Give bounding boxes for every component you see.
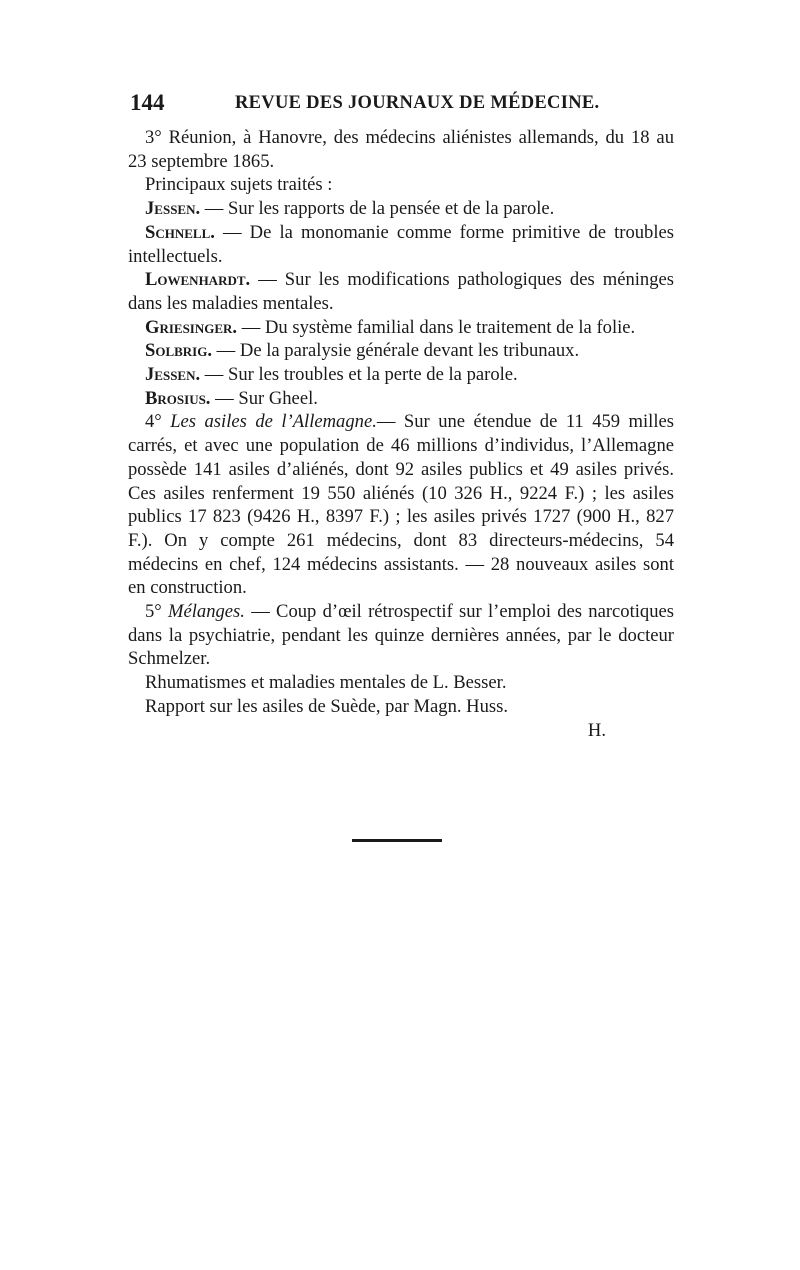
section-number: 4° <box>145 411 171 433</box>
item-author: Griesinger. <box>145 316 238 338</box>
item-text: — De la monomanie comme forme primitive de troubles intellectuels. <box>128 221 674 267</box>
subjects-heading: Principaux sujets traités : <box>145 174 333 196</box>
section-5-paragraph <box>128 600 674 671</box>
list-item <box>128 339 674 363</box>
list-item <box>128 316 674 340</box>
section-number: 5° <box>145 601 168 623</box>
page-header <box>128 90 674 120</box>
running-title: REVUE DES JOURNAUX DE MÉDECINE. <box>235 93 600 113</box>
section-text: — Coup d’œil rétrospectif sur l’emploi des narcotiques dans la psychiatrie, pendant les quinze dernières années, par le docteur Schmelzer. <box>128 601 674 670</box>
list-item <box>128 197 674 221</box>
section-title: Les asiles de l’Allemagne. <box>170 411 377 433</box>
closing-line: Rhumatismes et maladies mentales de L. Besser. <box>145 672 507 694</box>
item-text: — De la paralysie générale devant les tribunaux. <box>212 340 580 362</box>
item-author: Schnell. <box>145 221 215 243</box>
item-author: Jessen. <box>145 198 201 220</box>
list-item <box>128 363 674 387</box>
item-author: Solbrig. <box>145 340 213 362</box>
list-item <box>128 221 674 268</box>
article-body <box>128 126 674 742</box>
section-3-intro: 3° Réunion, à Hanovre, des médecins aliénistes allemands, du 18 au 23 septembre 1865. <box>128 127 674 172</box>
item-text: — Sur les rapports de la pensée et de la parole. <box>200 198 555 220</box>
section-title: Mélanges. <box>168 601 245 623</box>
section-text: — Sur une étendue de 11 459 milles carrés, et avec une population de 46 millions d’individus, l’Allemagne possède 141 asiles d’aliénés, dont 92 asiles publics et 49 asiles privés. Ces asiles renferment 19 550 aliénés (10 326 H., 9224 F.) ; les asiles publics 17 823 (9426 H., 8397 F.) ; les asiles privés 1727 (900 H., 827 F.). On y compte 261 médecins, dont 83 directeurs-médecins, 54 médecins en chef, 124 médecins assistants. — 28 nouveaux asiles sont en construction. <box>128 411 674 599</box>
item-author: Brosius. <box>145 387 211 409</box>
signature: H. <box>587 719 606 741</box>
item-author: Jessen. <box>145 364 201 386</box>
item-text: — Sur les modifications pathologiques des méninges dans les maladies mentales. <box>128 269 674 314</box>
item-author: Lowenhardt. <box>145 269 251 291</box>
closing-line: Rapport sur les asiles de Suède, par Magn. Huss. <box>145 695 509 717</box>
list-item <box>128 268 674 315</box>
list-item <box>128 387 674 411</box>
item-text: — Sur les troubles et la perte de la parole. <box>200 364 518 386</box>
item-text: — Sur Gheel. <box>210 387 318 409</box>
page-number: 144 <box>130 90 165 115</box>
section-4-paragraph <box>128 410 674 600</box>
end-rule-divider <box>352 839 442 842</box>
item-text: — Du système familial dans le traitement de la folie. <box>237 316 636 338</box>
